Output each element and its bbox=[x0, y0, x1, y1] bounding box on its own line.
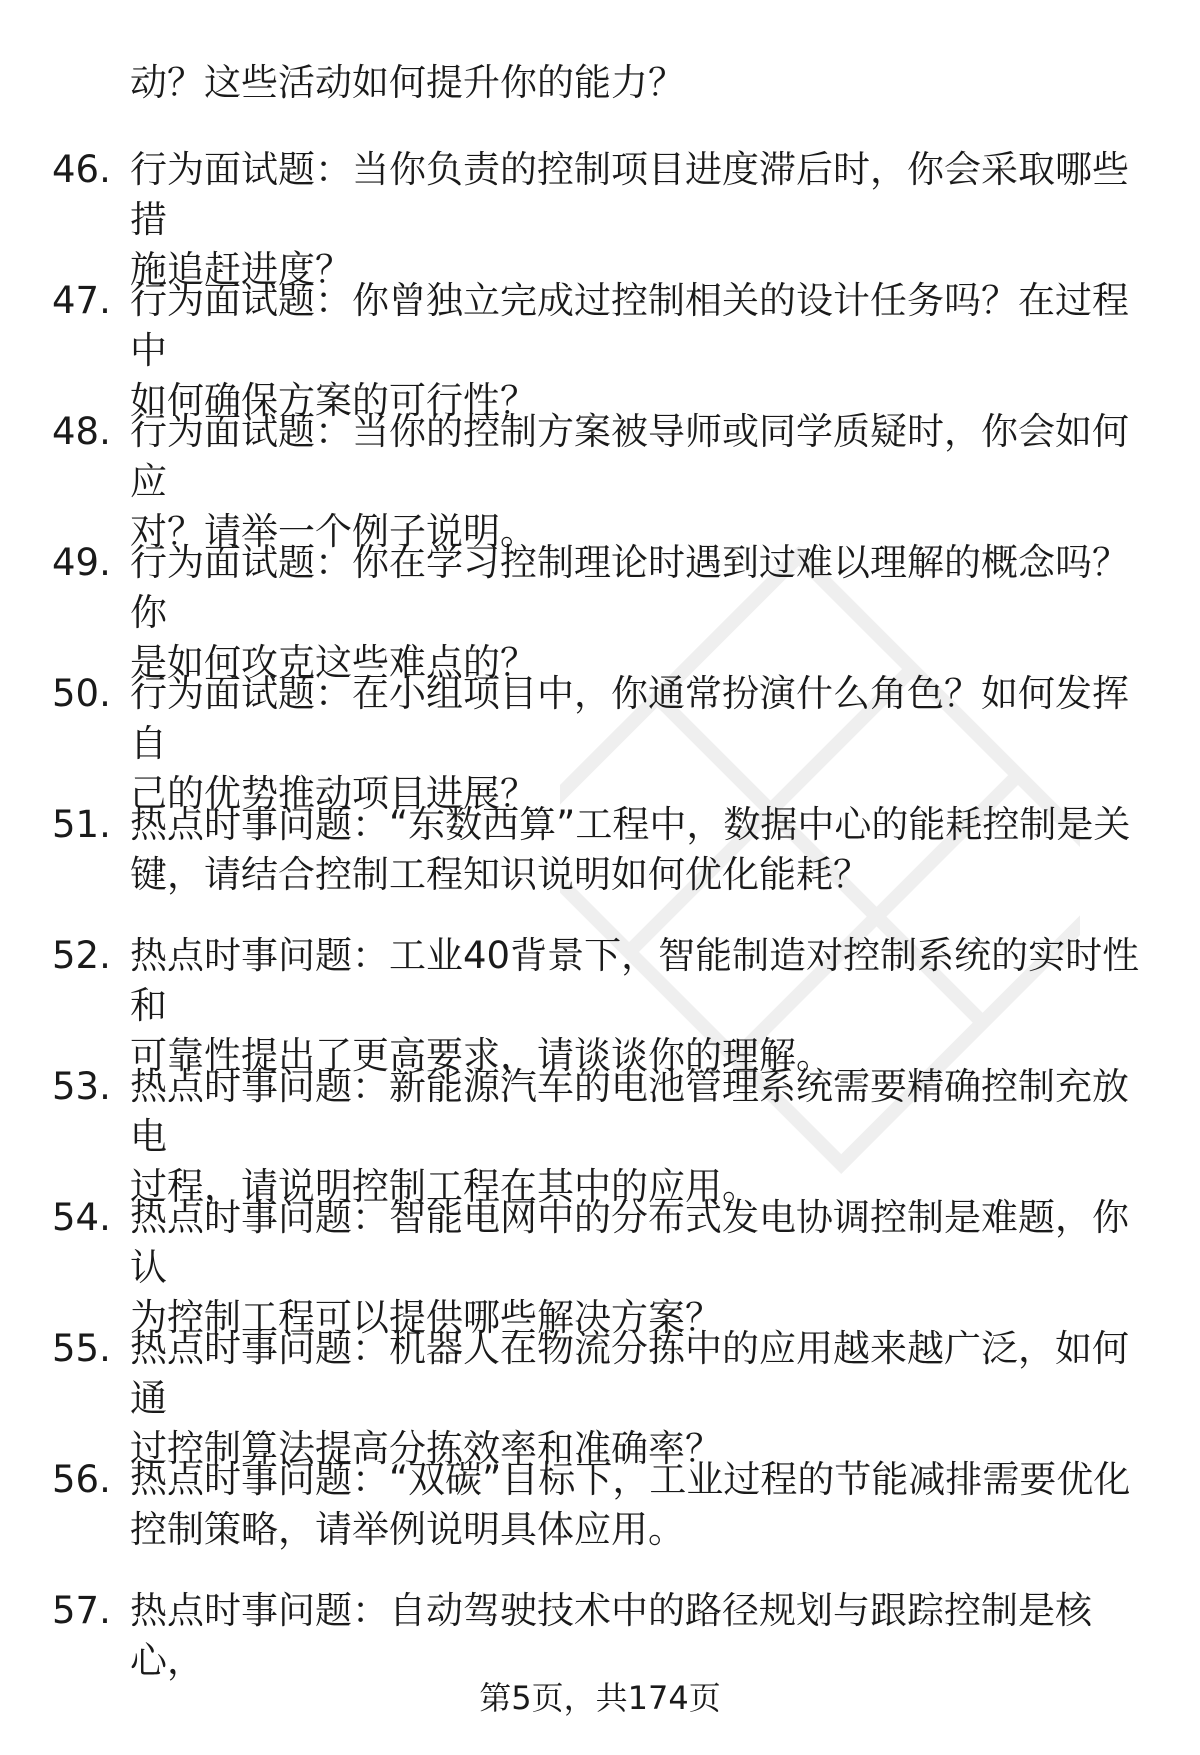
question-text: 热点时事问题：自动驾驶技术中的路径规划与跟踪控制是核心， bbox=[130, 1589, 1092, 1682]
question-number: 46. bbox=[52, 148, 111, 191]
continuation-text: 动？这些活动如何提升你的能力？ bbox=[130, 61, 685, 104]
question-number: 47. bbox=[52, 279, 111, 322]
question-item-54 bbox=[0, 1193, 1200, 1339]
question-item-47 bbox=[0, 276, 1200, 422]
question-text: 行为面试题：你曾独立完成过控制相关的设计任务吗？在过程中 如何确保方案的可行性？ bbox=[130, 279, 1129, 422]
page-footer: 第5页，共174页 bbox=[479, 1679, 721, 1717]
question-text: 热点时事问题：智能电网中的分布式发电协调控制是难题，你认 为控制工程可以提供哪些解决方案？ bbox=[130, 1196, 1129, 1339]
question-text: 行为面试题：当你的控制方案被导师或同学质疑时，你会如何应 对？请举一个例子说明。 bbox=[130, 410, 1129, 553]
question-text: 行为面试题：在小组项目中，你通常扮演什么角色？如何发挥自 己的优势推动项目进展？ bbox=[130, 672, 1129, 815]
question-text: 热点时事问题：机器人在物流分拣中的应用越来越广泛，如何通 过控制算法提高分拣效率和准确率？ bbox=[130, 1327, 1129, 1470]
question-item-56 bbox=[0, 1455, 1200, 1586]
question-list bbox=[0, 145, 1200, 1717]
question-number: 52. bbox=[52, 934, 111, 977]
question-number: 53. bbox=[52, 1065, 111, 1108]
question-item-52 bbox=[0, 931, 1200, 1077]
question-text: 热点时事问题：工业40背景下，智能制造对控制系统的实时性和 可靠性提出了更高要求，请谈谈你的理解。 bbox=[130, 934, 1140, 1077]
question-text: 热点时事问题：新能源汽车的电池管理系统需要精确控制充放电 过程，请说明控制工程在其中的应用。 bbox=[130, 1065, 1129, 1208]
question-number: 49. bbox=[52, 541, 111, 584]
question-item-51 bbox=[0, 800, 1200, 931]
question-text: 热点时事问题：“东数西算”工程中，数据中心的能耗控制是关 键，请结合控制工程知识说明如何优化能耗？ bbox=[130, 803, 1131, 896]
question-number: 56. bbox=[52, 1458, 111, 1501]
question-number: 50. bbox=[52, 672, 111, 715]
question-number: 51. bbox=[52, 803, 111, 846]
question-text: 热点时事问题：“双碳”目标下，工业过程的节能减排需要优化 控制策略，请举例说明具体应用。 bbox=[130, 1458, 1131, 1551]
question-number: 54. bbox=[52, 1196, 111, 1239]
question-number: 55. bbox=[52, 1327, 111, 1370]
question-item-48 bbox=[0, 407, 1200, 553]
question-item-49 bbox=[0, 538, 1200, 684]
question-item-53 bbox=[0, 1062, 1200, 1208]
question-item-46 bbox=[0, 145, 1200, 291]
question-item-55 bbox=[0, 1324, 1200, 1470]
question-text: 行为面试题：当你负责的控制项目进度滞后时，你会采取哪些措 施追赶进度？ bbox=[130, 148, 1129, 291]
question-item-50 bbox=[0, 669, 1200, 815]
question-number: 57. bbox=[52, 1589, 111, 1632]
question-number: 48. bbox=[52, 410, 111, 453]
question-text: 行为面试题：你在学习控制理论时遇到过难以理解的概念吗？你 是如何攻克这些难点的？ bbox=[130, 541, 1129, 684]
